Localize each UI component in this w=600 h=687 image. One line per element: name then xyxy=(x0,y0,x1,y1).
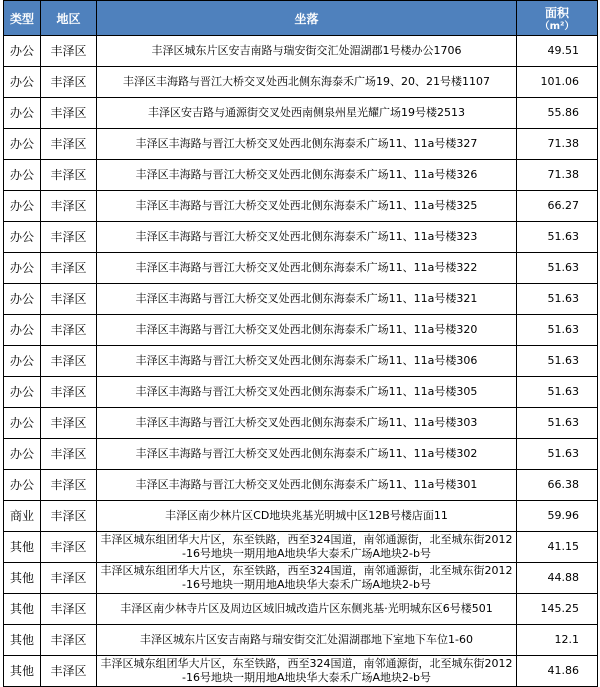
cell-district: 丰泽区 xyxy=(41,346,97,377)
cell-area: 101.06 xyxy=(517,67,598,98)
cell-location: 丰泽区丰海路与晋江大桥交叉处西北侧东海泰禾广场11、11a号楼320 xyxy=(97,315,517,346)
table-header-row xyxy=(4,1,598,36)
property-table xyxy=(3,0,598,687)
cell-area: 51.63 xyxy=(517,253,598,284)
cell-district: 丰泽区 xyxy=(41,656,97,687)
cell-area: 51.63 xyxy=(517,377,598,408)
header-location: 坐落 xyxy=(97,1,517,36)
cell-area: 51.63 xyxy=(517,408,598,439)
cell-area: 51.63 xyxy=(517,439,598,470)
cell-type: 办公 xyxy=(4,98,41,129)
cell-type: 其他 xyxy=(4,594,41,625)
cell-area: 41.15 xyxy=(517,532,598,563)
cell-district: 丰泽区 xyxy=(41,36,97,67)
cell-district: 丰泽区 xyxy=(41,563,97,594)
cell-district: 丰泽区 xyxy=(41,98,97,129)
table-row xyxy=(4,377,598,408)
cell-area: 51.63 xyxy=(517,315,598,346)
cell-type: 办公 xyxy=(4,315,41,346)
cell-location: 丰泽区丰海路与晋江大桥交叉处西北侧东海泰禾广场11、11a号楼303 xyxy=(97,408,517,439)
cell-area: 71.38 xyxy=(517,129,598,160)
cell-area: 59.96 xyxy=(517,501,598,532)
table-row xyxy=(4,253,598,284)
cell-area: 51.63 xyxy=(517,284,598,315)
cell-district: 丰泽区 xyxy=(41,222,97,253)
table-row xyxy=(4,532,598,563)
cell-district: 丰泽区 xyxy=(41,532,97,563)
cell-district: 丰泽区 xyxy=(41,160,97,191)
cell-area: 44.88 xyxy=(517,563,598,594)
cell-location: 丰泽区丰海路与晋江大桥交叉处西北侧东海泰禾广场11、11a号楼302 xyxy=(97,439,517,470)
cell-location: 丰泽区丰海路与晋江大桥交叉处西北侧东海泰禾广场11、11a号楼305 xyxy=(97,377,517,408)
cell-district: 丰泽区 xyxy=(41,129,97,160)
cell-location: 丰泽区城东片区安吉南路与瑞安街交汇处湄湖郡1号楼办公1706 xyxy=(97,36,517,67)
cell-district: 丰泽区 xyxy=(41,625,97,656)
cell-district: 丰泽区 xyxy=(41,315,97,346)
cell-district: 丰泽区 xyxy=(41,594,97,625)
cell-location: 丰泽区丰海路与晋江大桥交叉处西北侧东海泰禾广场11、11a号楼326 xyxy=(97,160,517,191)
cell-type: 其他 xyxy=(4,563,41,594)
cell-location: 丰泽区城东组团华大片区，东至铁路，西至324国道，南邻通源街，北至城东街2012-16号地块一期用地A地块华大泰禾广场A地块2-b号 xyxy=(97,563,517,594)
cell-location: 丰泽区城东组团华大片区，东至铁路，西至324国道，南邻通源街，北至城东街2012-16号地块一期用地A地块华大泰禾广场A地块2-b号 xyxy=(97,532,517,563)
cell-type: 办公 xyxy=(4,253,41,284)
cell-location: 丰泽区丰海路与晋江大桥交叉处西北侧东海泰禾广场11、11a号楼306 xyxy=(97,346,517,377)
cell-area: 55.86 xyxy=(517,98,598,129)
cell-location: 丰泽区南少林寺片区及周边区域旧城改造片区东侧兆基·光明城东区6号楼501 xyxy=(97,594,517,625)
cell-type: 办公 xyxy=(4,67,41,98)
cell-location: 丰泽区丰海路与晋江大桥交叉处西北侧东海泰禾广场11、11a号楼301 xyxy=(97,470,517,501)
cell-area: 51.63 xyxy=(517,222,598,253)
cell-type: 办公 xyxy=(4,129,41,160)
cell-district: 丰泽区 xyxy=(41,253,97,284)
cell-location: 丰泽区丰海路与晋江大桥交叉处西北侧东海泰禾广场11、11a号楼325 xyxy=(97,191,517,222)
cell-type: 办公 xyxy=(4,284,41,315)
cell-location: 丰泽区南少林片区CD地块兆基光明城中区12B号楼店面11 xyxy=(97,501,517,532)
cell-area: 66.27 xyxy=(517,191,598,222)
header-area-unit: （m²） xyxy=(539,21,575,32)
table-row xyxy=(4,222,598,253)
header-area xyxy=(517,1,598,36)
cell-type: 其他 xyxy=(4,656,41,687)
cell-location: 丰泽区城东片区安吉南路与瑞安街交汇处湄湖郡地下室地下车位1-60 xyxy=(97,625,517,656)
table-row xyxy=(4,36,598,67)
cell-district: 丰泽区 xyxy=(41,408,97,439)
cell-type: 商业 xyxy=(4,501,41,532)
cell-type: 其他 xyxy=(4,532,41,563)
cell-area: 145.25 xyxy=(517,594,598,625)
table-row xyxy=(4,67,598,98)
table-row xyxy=(4,408,598,439)
cell-type: 办公 xyxy=(4,346,41,377)
table-row xyxy=(4,594,598,625)
cell-area: 66.38 xyxy=(517,470,598,501)
cell-type: 办公 xyxy=(4,160,41,191)
table-row xyxy=(4,98,598,129)
cell-type: 办公 xyxy=(4,377,41,408)
cell-location: 丰泽区安吉路与通源街交叉处西南侧泉州星光耀广场19号楼2513 xyxy=(97,98,517,129)
header-type: 类型 xyxy=(4,1,41,36)
header-district: 地区 xyxy=(41,1,97,36)
table-row xyxy=(4,625,598,656)
cell-district: 丰泽区 xyxy=(41,191,97,222)
table-row xyxy=(4,563,598,594)
cell-location: 丰泽区丰海路与晋江大桥交叉处西北侧东海泰禾广场11、11a号楼321 xyxy=(97,284,517,315)
cell-area: 12.1 xyxy=(517,625,598,656)
table-row xyxy=(4,346,598,377)
cell-location: 丰泽区丰海路与晋江大桥交叉处西北侧东海泰禾广场11、11a号楼327 xyxy=(97,129,517,160)
cell-location: 丰泽区城东组团华大片区，东至铁路，西至324国道，南邻通源街，北至城东街2012-16号地块一期用地A地块华大泰禾广场A地块2-b号 xyxy=(97,656,517,687)
table-row xyxy=(4,284,598,315)
cell-type: 办公 xyxy=(4,408,41,439)
cell-district: 丰泽区 xyxy=(41,439,97,470)
cell-type: 办公 xyxy=(4,222,41,253)
header-area-label: 面积 xyxy=(544,6,569,20)
cell-type: 办公 xyxy=(4,439,41,470)
cell-district: 丰泽区 xyxy=(41,470,97,501)
table-row xyxy=(4,501,598,532)
table-row xyxy=(4,315,598,346)
cell-area: 51.63 xyxy=(517,346,598,377)
cell-type: 办公 xyxy=(4,470,41,501)
cell-location: 丰泽区丰海路与晋江大桥交叉处西北侧东海泰禾广场11、11a号楼323 xyxy=(97,222,517,253)
cell-location: 丰泽区丰海路与晋江大桥交叉处西北侧东海泰禾广场11、11a号楼322 xyxy=(97,253,517,284)
cell-type: 办公 xyxy=(4,36,41,67)
cell-district: 丰泽区 xyxy=(41,377,97,408)
cell-district: 丰泽区 xyxy=(41,284,97,315)
cell-type: 其他 xyxy=(4,625,41,656)
cell-district: 丰泽区 xyxy=(41,501,97,532)
cell-area: 71.38 xyxy=(517,160,598,191)
table-row xyxy=(4,470,598,501)
cell-area: 49.51 xyxy=(517,36,598,67)
cell-area: 41.86 xyxy=(517,656,598,687)
cell-location: 丰泽区丰海路与晋江大桥交叉处西北侧东海泰禾广场19、20、21号楼1107 xyxy=(97,67,517,98)
table-row xyxy=(4,439,598,470)
cell-district: 丰泽区 xyxy=(41,67,97,98)
cell-type: 办公 xyxy=(4,191,41,222)
table-row xyxy=(4,656,598,687)
table-row xyxy=(4,129,598,160)
table-row xyxy=(4,191,598,222)
table-row xyxy=(4,160,598,191)
